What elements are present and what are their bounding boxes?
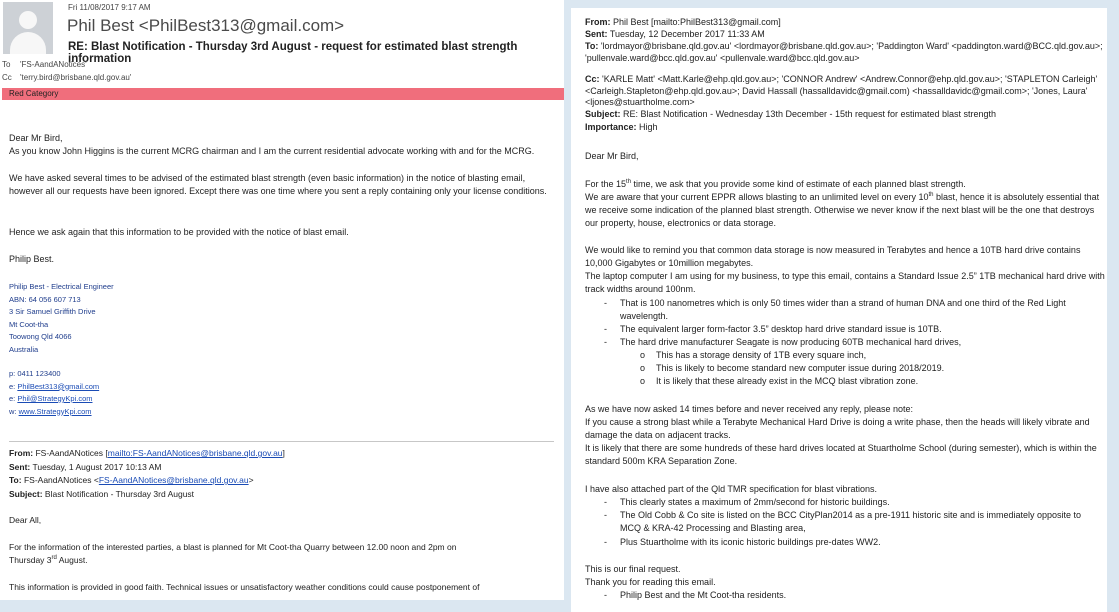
subject-value: RE: Blast Notification - Wednesday 13th December - 15th request for estimated blast strength (623, 109, 997, 119)
dash-bullet-icon: - (604, 590, 607, 600)
email-link-2[interactable]: Phil@StrategyKpi.com (17, 394, 93, 403)
quoted-to-link[interactable]: FS-AandANotices@brisbane.qld.gov.au (98, 475, 249, 485)
list-item-text: That is 100 nanometres which is only 50 times wider than a strand of human DNA and one third of the Red Light wavelength. (620, 298, 1066, 322)
email-subject: RE: Blast Notification - Thursday 3rd August - request for estimated blast strength information (68, 41, 518, 65)
paragraph-9: This is our final request. (585, 564, 681, 574)
header-to (585, 41, 1105, 64)
body-paragraph-1: As you know John Higgins is the current MCRG chairman and I am the current residential advocate working with and for the MCRG. (9, 146, 535, 156)
quoted-greeting: Dear All, (9, 515, 42, 525)
quoted-from (9, 447, 564, 461)
dash-bullet-icon: - (604, 510, 607, 520)
list-item-text: The Old Cobb & Co site is listed on the BCC CityPlan2014 as a pre-1911 historic site and is immediately opposite to MCQ & KRA-42 Processing and Blasting area, (620, 510, 1082, 534)
from-label: From: (585, 17, 611, 27)
p2-end: blast, hence it is absolutely essential that we receive some indication of the planned blast strength. Otherwise we never know if the next blast will be the one that destroys our property, house, electronics or data storage. (585, 192, 1100, 229)
quoted-body-3: This information is provided in good faith. Technical issues or unsatisfactory weather conditions could cause postponement of (9, 581, 480, 592)
dash-bullet-icon: - (604, 337, 607, 347)
cc-recipient[interactable]: 'terry.bird@brisbane.qld.gov.au' (20, 73, 132, 82)
paragraph-2 (585, 191, 1105, 231)
cc-label: Cc: (585, 74, 600, 84)
list-item (604, 323, 1100, 336)
quoted-sent (9, 461, 564, 475)
importance-value: High (639, 122, 658, 132)
signature-line: Australia (9, 344, 39, 354)
left-email-panel (0, 0, 564, 600)
p1-sup: th (626, 179, 632, 185)
body-paragraph-3: Hence we ask again that this information to be provided with the notice of blast email. (9, 227, 349, 237)
cc-row (2, 73, 131, 82)
email-label: e: (9, 394, 18, 403)
paragraph-8: I have also attached part of the Qld TMR specification for blast vibrations. (585, 484, 877, 494)
paragraph-3: We would like to remind you that common data storage is now measured in Terabytes and hence a 10TB hard drive contains 10,000 Gigabytes or 10million megabytes. (585, 245, 1081, 269)
quoted-subject-value: Blast Notification - Thursday 3rd August (44, 488, 195, 499)
subject-label: Subject: (585, 109, 621, 119)
quoted-to-end: > (248, 475, 254, 485)
email-line-1 (9, 381, 99, 394)
circle-bullet-icon: o (640, 350, 646, 360)
to-value: 'lordmayor@brisbane.qld.gov.au' <lordmayor@brisbane.qld.gov.au>; 'Paddington Ward' <paddington.ward@BCC.qld.gov.au>; 'pullenvale.ward@bcc.qld.gov.au' <pullenvale.ward@bcc.qld.gov.au> (585, 41, 1103, 63)
list-item-text: This clearly states a maximum of 2mm/second for historic buildings. (620, 497, 890, 507)
to-row (2, 60, 87, 69)
list-item (604, 589, 1100, 602)
list-item (604, 336, 1100, 349)
dash-bullet-icon: - (604, 298, 607, 308)
category-bar[interactable]: Red Category (2, 88, 564, 100)
quoted-subject-label: Subject: (9, 488, 43, 499)
quoted-sent-value: Tuesday, 1 August 2017 10:13 AM (32, 461, 162, 472)
circle-bullet-icon: o (640, 363, 646, 373)
list-item (604, 509, 1100, 535)
p1-text: For the 15 (585, 179, 627, 189)
body-paragraph-2: We have asked several times to be advised of the estimated blast strength (even basic information) in the notice of blasting email, however all our requests have been ignored. Except there was one time where you sent a reply containing only your license conditions. (9, 173, 547, 196)
p2-sup: th (928, 192, 934, 198)
sub-list-item (640, 362, 1096, 375)
salutation: Dear Mr Bird, (585, 151, 639, 161)
email-label: e: (9, 381, 18, 391)
to-label: To (2, 60, 11, 69)
paragraph-7: It is likely that there are some hundreds of these hard drives located at Stuartholme School (during semester), which is within the standard 500m KRA Separation Zone. (585, 443, 1097, 467)
from-value: Phil Best [mailto:PhilBest313@gmail.com] (613, 17, 781, 27)
list-item-text: Philip Best and the Mt Coot-tha residents. (620, 590, 787, 600)
email-link-1[interactable]: PhilBest313@gmail.com (17, 381, 100, 391)
p2-text: We are aware that your current EPPR allows blasting to an unlimited level on every 10 (585, 192, 929, 202)
quoted-from-end: ] (282, 448, 285, 458)
header-subject (585, 109, 1105, 121)
list-item (604, 536, 1100, 549)
sub-list-item (640, 349, 1096, 362)
quoted-from-link[interactable]: mailto:FS-AandANotices@brisbane.qld.gov.au (107, 448, 283, 458)
circle-bullet-icon: o (640, 376, 646, 386)
to-recipient[interactable]: 'FS-AandANotices' (20, 60, 87, 69)
sub-list-item (640, 375, 1096, 388)
web-link[interactable]: www.StrategyKpi.com (18, 406, 92, 416)
quoted-to-label: To: (9, 475, 22, 485)
header-from (585, 17, 1105, 29)
dash-bullet-icon: - (604, 324, 607, 334)
signature-line: Philip Best - Electrical Engineer (9, 282, 114, 291)
quoted-body-2-sup: rd (51, 555, 57, 562)
quoted-divider (9, 441, 554, 442)
quoted-body-2-end: August. (56, 555, 88, 565)
paragraph-6: If you cause a strong blast while a Terabyte Mechanical Hard Drive is doing a write phase, then the heads will likely vibrate and damage the data on adjacent tracks. (585, 417, 1090, 441)
list-item-text: The hard drive manufacturer Seagate is now producing 60TB mechanical hard drives, (620, 337, 962, 347)
list-item-text: Plus Stuartholme with its iconic historic buildings pre-dates WW2. (620, 537, 881, 547)
quoted-from-label: From: (9, 448, 34, 458)
quoted-from-name: FS-AandANotices [ (35, 448, 108, 458)
sender-avatar (3, 2, 53, 54)
quoted-subject (9, 488, 564, 502)
email-line-2 (9, 393, 99, 406)
paragraph-5: As we have now asked 14 times before and never received any reply, please note: (585, 404, 914, 414)
right-email-panel (571, 8, 1107, 612)
header-importance (585, 122, 1105, 134)
signature-line: Toowong Qld 4066 (9, 332, 72, 341)
cc-value: 'KARLE Matt' <Matt.Karle@ehp.qld.gov.au>; 'CONNOR Andrew' <Andrew.Connor@ehp.qld.gov.au>; 'STAPLETON Carleigh' <Carleigh.Stapleton@ehp.qld.gov.au>; David Hassall (hassalldavidc@gmail.com) <hassalldavidc@gmail.com>; 'Jones, Laura' <ljones@stuartholme.com> (585, 74, 1098, 107)
sub-list-item-text: This is likely to become standard new computer issue during 2018/2019. (656, 363, 945, 373)
quoted-to (9, 474, 564, 488)
p1-end: time, we ask that you provide some kind of estimate of each planned blast strength. (631, 179, 966, 189)
quoted-message (9, 447, 564, 594)
header-sent (585, 29, 1105, 41)
signature-line: ABN: 64 056 607 713 (9, 294, 81, 304)
quoted-body-2 (9, 554, 564, 568)
paragraph-4: The laptop computer I am using for my business, to type this email, contains a Standard Issue 2.5” 1TB mechanical hard drive with track widths around 100nm. (585, 271, 1105, 295)
to-label: To: (585, 41, 599, 51)
importance-label: Importance: (585, 122, 637, 132)
sub-list-item-text: This has a storage density of 1TB every square inch, (656, 350, 867, 360)
quoted-to-name: FS-AandANotices < (23, 475, 99, 485)
web-line (9, 406, 99, 419)
sent-label: Sent: (585, 29, 608, 39)
quoted-body-1: For the information of the interested parties, a blast is planned for Mt Coot-tha Quarry between 12.00 noon and 2pm on (9, 541, 457, 552)
salutation: Dear Mr Bird, (9, 133, 63, 143)
list-item (604, 496, 1100, 509)
header-cc (585, 74, 1105, 109)
list-item-text: The equivalent larger form-factor 3.5” desktop hard drive standard issue is 10TB. (620, 324, 942, 334)
sent-value: Tuesday, 12 December 2017 11:33 AM (609, 29, 765, 39)
signature-line: 3 Sir Samuel Griffith Drive (9, 307, 96, 316)
email-sender[interactable]: Phil Best <PhilBest313@gmail.com> (67, 16, 345, 35)
dash-bullet-icon: - (604, 537, 607, 547)
signature-block (9, 281, 114, 356)
dash-bullet-icon: - (604, 497, 607, 507)
quoted-body-2-text: Thursday 3 (9, 555, 52, 565)
contact-block (9, 368, 99, 418)
phone-line: p: 0411 123400 (9, 369, 61, 378)
signature-line: Mt Coot-tha (9, 319, 49, 329)
email-date: Fri 11/08/2017 9:17 AM (68, 3, 151, 12)
signoff: Philip Best. (9, 254, 55, 264)
paragraph-1 (585, 178, 1105, 191)
paragraph-10: Thank you for reading this email. (585, 577, 716, 587)
list-item (604, 297, 1100, 323)
quoted-sent-label: Sent: (9, 461, 31, 472)
web-label: w: (9, 406, 19, 416)
sub-list-item-text: It is likely that these already exist in the MCQ blast vibration zone. (656, 376, 919, 386)
cc-label: Cc (2, 73, 12, 82)
